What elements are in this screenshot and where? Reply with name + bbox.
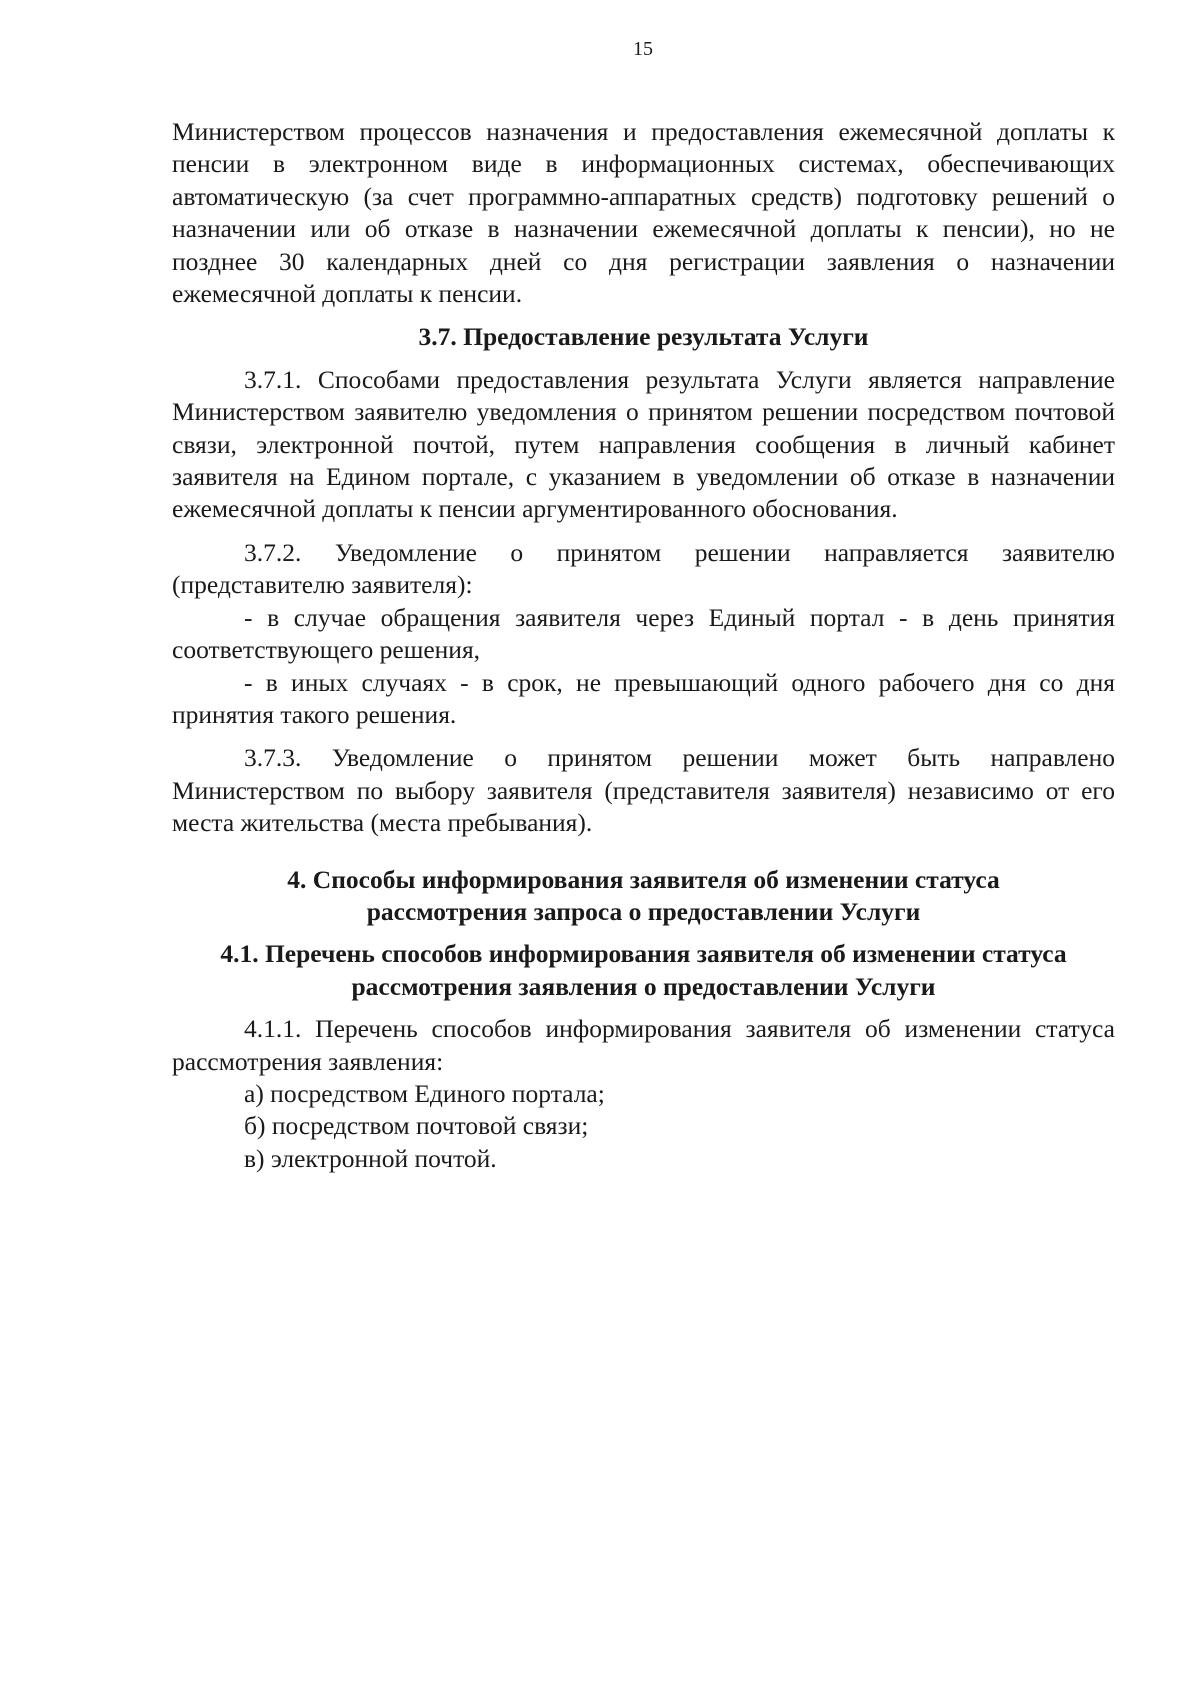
list-item-email: в) электронной почтой. bbox=[244, 1143, 497, 1173]
paragraph-3-7-1: 3.7.1. Способами предоставления результата Услуги является направление Министерством заявителю уведомления о принятом решении посредством почтовой связи, электронной почтой, путем направления сообщения в личный кабинет заявителя на Едином портале, с указанием в уведомлении об отказе в назначении ежемесячной доплаты к пенсии аргументированного обоснования. bbox=[172, 364, 1115, 524]
intro-paragraph: Министерством процессов назначения и предоставления ежемесячной доплаты к пенсии в электронном виде в информационных системах, обеспечивающих автоматическую (за счет программно-аппаратных средств) подготовку решений о назначении или об отказе в назначении ежемесячной доплаты к пенсии), но не позднее 30 календарных дней со дня регистрации заявления о назначении ежемесячной доплаты к пенсии. bbox=[172, 117, 1115, 309]
list-item-post: б) посредством почтовой связи; bbox=[244, 1111, 589, 1141]
paragraph-3-7-3: 3.7.3. Уведомление о принятом решении может быть направлено Министерством по выбору заявителя (представителя заявителя) независимо от его места жительства (места пребывания). bbox=[172, 743, 1115, 838]
section-4-heading-line1: 4. Способы информирования заявителя об изменении статуса bbox=[287, 864, 1000, 894]
paragraph-3-7-2-item-other: - в иных случаях - в срок, не превышающий одного рабочего дня со дня принятия такого решения. bbox=[172, 667, 1115, 729]
paragraph-3-7-2-item-portal: - в случае обращения заявителя через Единый портал - в день принятия соответствующего решения, bbox=[172, 602, 1115, 665]
section-4-1-heading-line1: 4.1. Перечень способов информирования заявителя об изменении статуса bbox=[220, 939, 1067, 969]
section-3-7-heading: 3.7. Предоставление результата Услуги bbox=[418, 322, 869, 352]
section-4-1-heading-line2: рассмотрения заявления о предоставлении Услуги bbox=[351, 971, 936, 1001]
document-body bbox=[172, 116, 1115, 1175]
paragraph-4-1-1: 4.1.1. Перечень способов информирования заявителя об изменении статуса рассмотрения заявления: bbox=[172, 1014, 1115, 1076]
list-item-portal: а) посредством Единого портала; bbox=[244, 1078, 605, 1108]
section-4-1-heading bbox=[172, 938, 1115, 1003]
page-number: 15 bbox=[633, 38, 653, 60]
paragraph-3-7-2: 3.7.2. Уведомление о принятом решении направляется заявителю (представителю заявителя): bbox=[172, 537, 1115, 600]
section-4-heading bbox=[172, 864, 1115, 929]
section-4-heading-line2: рассмотрения запроса о предоставлении Услуги bbox=[366, 896, 921, 926]
